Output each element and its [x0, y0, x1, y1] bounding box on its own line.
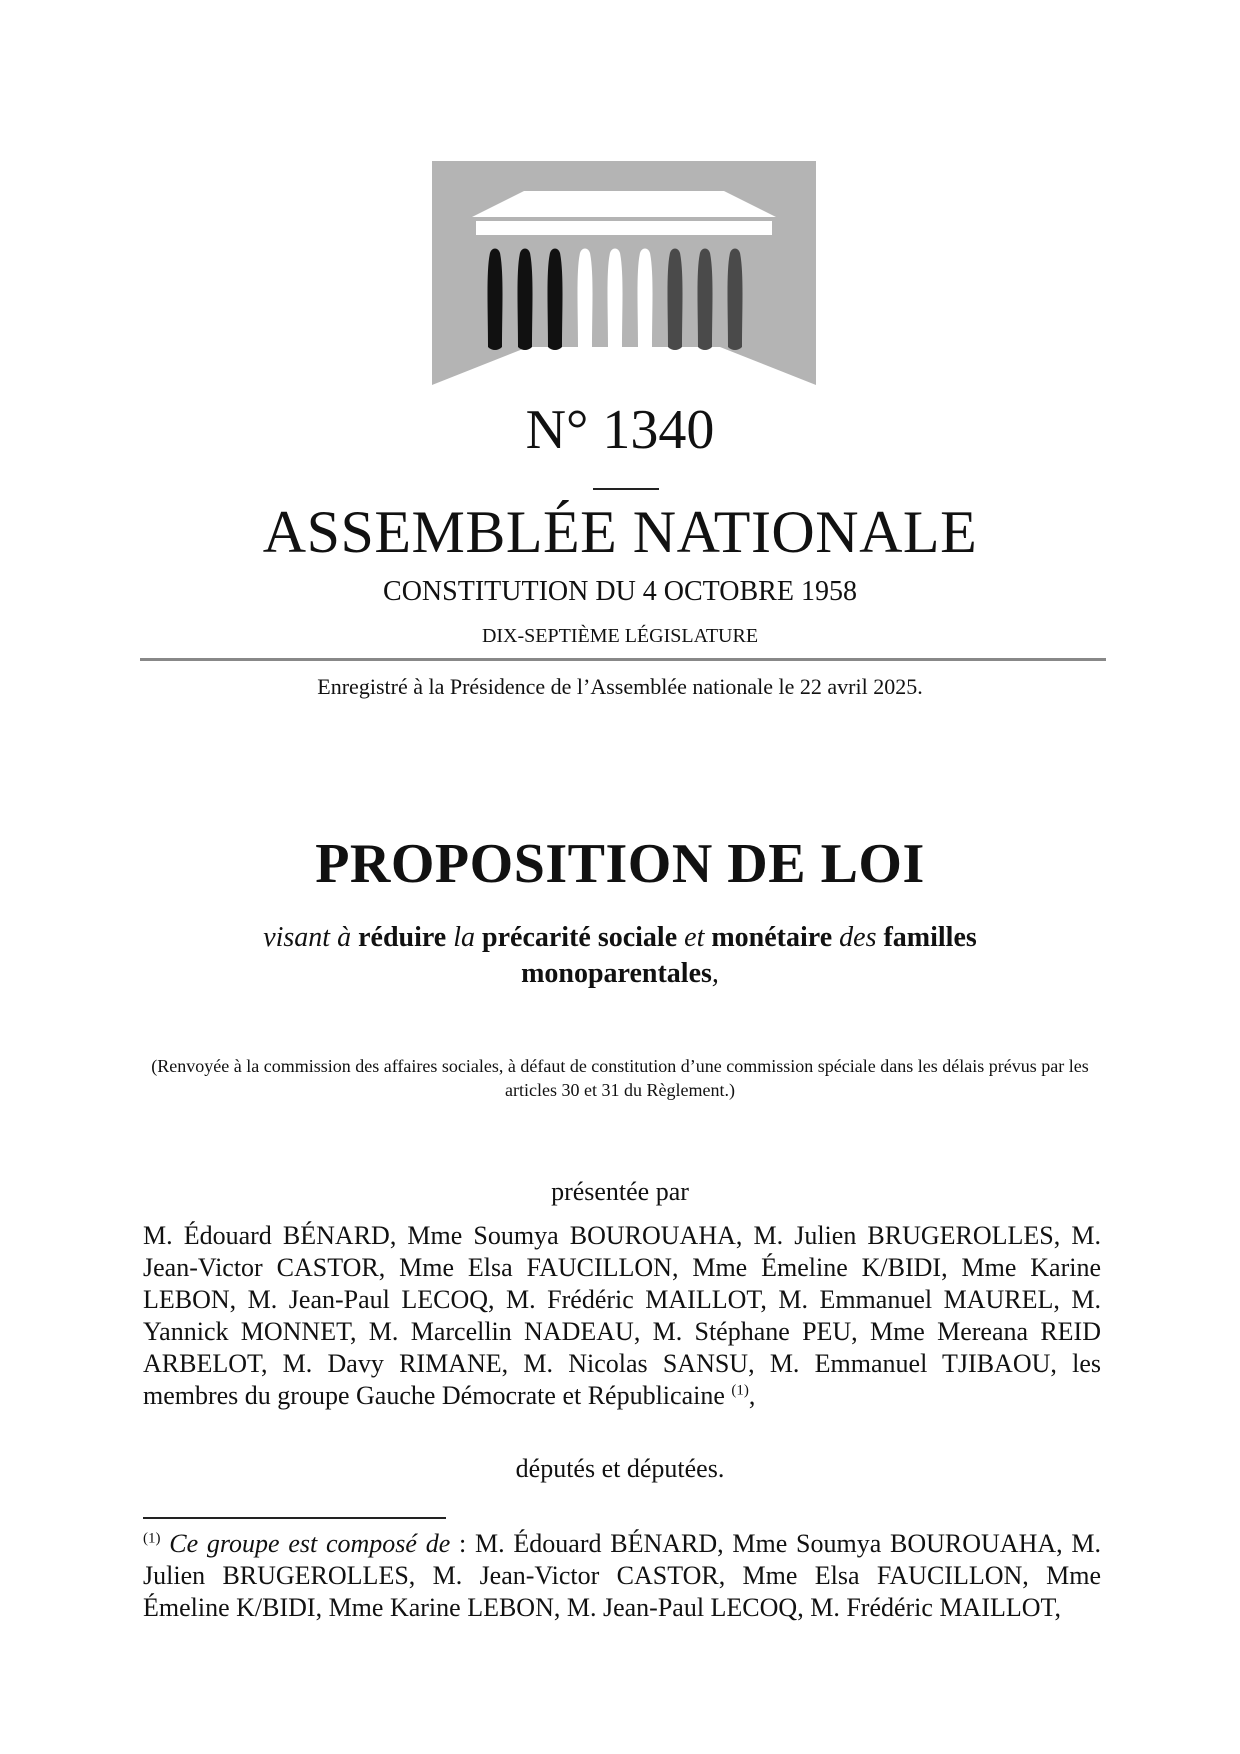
institution-name: ASSEMBLÉE NATIONALE [262, 499, 978, 565]
title-part: , [711, 958, 719, 989]
document-type: PROPOSITION DE LOI [315, 833, 925, 895]
footnote-marker: (1) [143, 1530, 161, 1547]
footnote-intro: Ce groupe est composé de [169, 1529, 451, 1558]
presented-by: présentée par [551, 1177, 689, 1206]
header-divider [140, 658, 1106, 661]
title-part: et [677, 922, 712, 953]
footnote [143, 1528, 1101, 1624]
legislature-line: DIX-SEPTIÈME LÉGISLATURE [481, 625, 759, 647]
bill-title [180, 920, 1060, 992]
document-number: N° 1340 [525, 399, 715, 461]
footnote-divider [143, 1517, 446, 1519]
title-part: visant à [263, 922, 359, 953]
registration-line: Enregistré à la Présidence de l’Assemblée nationale le 22 avril 2025. [317, 674, 923, 699]
committee-referral: (Renvoyée à la commission des affaires sociales, à défaut de constitution d’une commission spéciale dans les délais prévus par les articles 30 et 31 du Règlement.) [151, 1056, 1089, 1100]
deputies-line: députés et députées. [515, 1454, 725, 1483]
assemblee-nationale-logo [432, 161, 816, 385]
number-divider [593, 488, 659, 490]
title-part: familles monoparentales [521, 922, 977, 989]
constitution-line: CONSTITUTION DU 4 OCTOBRE 1958 [383, 576, 857, 607]
title-part: réduire [358, 922, 447, 953]
title-part: des [832, 922, 884, 953]
footnote-text: : M. Édouard BÉNARD, Mme Soumya BOUROUAHA, M. Julien BRUGEROLLES, M. Jean-Victor CASTOR, Mme Elsa FAUCILLON, Mme Émeline K/BIDI, Mme Karine LEBON, M. Jean-Paul LECOQ, M. Frédéric MAILLOT, [143, 1529, 1101, 1622]
authors-end: , [748, 1381, 756, 1410]
footnote-reference[interactable]: (1) [731, 1382, 749, 1399]
authors-list [143, 1220, 1101, 1412]
title-part: monétaire [711, 922, 833, 953]
title-part: précarité sociale [482, 922, 678, 953]
title-part: la [446, 922, 483, 953]
authors-text: M. Édouard BÉNARD, Mme Soumya BOUROUAHA, M. Julien BRUGEROLLES, M. Jean-Victor CASTOR, Mme Elsa FAUCILLON, Mme Émeline K/BIDI, Mme Karine LEBON, M. Jean-Paul LECOQ, M. Frédéric MAILLOT, M. Emmanuel MAUREL, M. Yannick MONNET, M. Marcellin NADEAU, M. Stéphane PEU, Mme Mereana REID ARBELOT, M. Davy RIMANE, M. Nicolas SANSU, M. Emmanuel TJIBAOU, les membres du groupe Gauche Démocrate et Républicaine [143, 1221, 1101, 1410]
